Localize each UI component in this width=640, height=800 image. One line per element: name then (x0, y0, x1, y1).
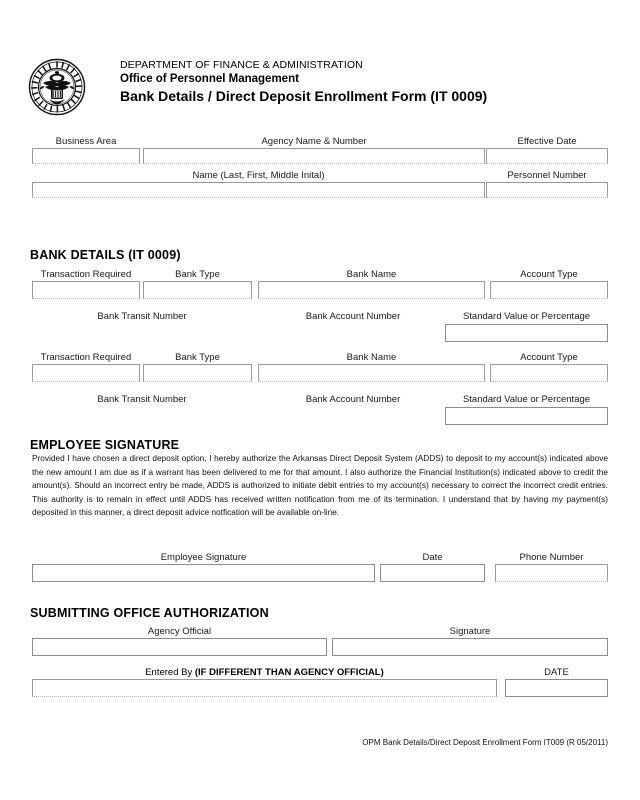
employee-phone-label: Phone Number (519, 552, 584, 563)
department-line: DEPARTMENT OF FINANCE & ADMINISTRATION (120, 59, 363, 71)
bank-name-label-2: Bank Name (346, 352, 397, 363)
account-type-label-2: Account Type (520, 352, 578, 363)
business-area-input[interactable] (32, 148, 140, 164)
standard-value-label-2: Standard Value or Percentage (462, 394, 591, 405)
standard-value-label-1: Standard Value or Percentage (462, 311, 591, 322)
standard-value-input-2[interactable] (445, 407, 608, 425)
submitting-date-label: DATE (544, 667, 569, 678)
arkansas-state-seal-icon (26, 58, 88, 116)
entered-by-label-normal: Entered By (145, 667, 195, 678)
bank-name-input-1[interactable] (258, 281, 485, 299)
employee-date-label: Date (422, 552, 443, 563)
transaction-required-input-2[interactable] (32, 364, 140, 382)
personnel-number-input[interactable] (486, 182, 608, 198)
name-label: Name (Last, First, Middle Inital) (192, 170, 325, 181)
entered-by-input[interactable] (32, 679, 497, 697)
agency-official-input[interactable] (32, 638, 327, 656)
submitting-signature-label: Signature (449, 626, 491, 637)
agency-official-label: Agency Official (147, 626, 212, 637)
submitting-office-heading: SUBMITTING OFFICE AUTHORIZATION (30, 606, 269, 620)
bank-type-label-2: Bank Type (175, 352, 220, 363)
office-line: Office of Personnel Management (120, 73, 299, 85)
form-header (26, 58, 614, 116)
bank-transit-number-label-2: Bank Transit Number (97, 394, 187, 405)
account-type-label-1: Account Type (520, 269, 578, 280)
submitting-signature-input[interactable] (332, 638, 608, 656)
business-area-label: Business Area (55, 136, 117, 147)
bank-transit-number-label-1: Bank Transit Number (97, 311, 187, 322)
employee-signature-input[interactable] (32, 564, 375, 582)
personnel-number-label: Personnel Number (507, 170, 587, 181)
bank-account-number-label-1: Bank Account Number (305, 311, 401, 322)
account-type-input-1[interactable] (490, 281, 608, 299)
name-input[interactable] (32, 182, 485, 198)
agency-name-number-input[interactable] (143, 148, 485, 164)
bank-details-heading: BANK DETAILS (IT 0009) (30, 248, 181, 262)
bank-account-number-label-2: Bank Account Number (305, 394, 401, 405)
header-text-block (120, 58, 620, 106)
entered-by-label (32, 667, 497, 679)
employee-date-input[interactable] (380, 564, 485, 582)
account-type-input-2[interactable] (490, 364, 608, 382)
entered-by-label-bold: (IF DIFFERENT THAN AGENCY OFFICIAL) (194, 667, 384, 678)
effective-date-label: Effective Date (517, 136, 577, 147)
bank-type-label-1: Bank Type (175, 269, 220, 280)
standard-value-input-1[interactable] (445, 324, 608, 342)
transaction-required-label-1: Transaction Required (40, 269, 132, 280)
agency-name-number-label: Agency Name & Number (261, 136, 367, 147)
form-footer: OPM Bank Details/Direct Deposit Enrollment Form IT009 (R 05/2011) (362, 738, 608, 747)
bank-type-input-2[interactable] (143, 364, 252, 382)
employee-signature-heading: EMPLOYEE SIGNATURE (30, 438, 180, 452)
bank-type-input-1[interactable] (143, 281, 252, 299)
submitting-date-input[interactable] (505, 679, 608, 697)
transaction-required-input-1[interactable] (32, 281, 140, 299)
form-title: Bank Details / Direct Deposit Enrollment Form (IT 0009) (120, 88, 488, 104)
bank-name-input-2[interactable] (258, 364, 485, 382)
bank-name-label-1: Bank Name (346, 269, 397, 280)
employee-authorization-paragraph: Provided I have chosen a direct deposit option, I hereby authorize the Arkansas Direct Deposit System (ADDS) to deposit to my account(s) indicated above the new amount I am due as if a warrant has been delivered to me for that amount. I also authorize the Financial Institution(s) indicated above to credit the amount(s). Should an incorrect entry be made, ADDS is authorized to initiate debit entries to my account(s) necessary to correct the incorrect credit entries. This authority is to remain in effect until ADDS has received written notification from me of its termination. I understand that by having my payment(s) deposited in this manner, a direct deposit advice notfication will be available on-line. (32, 453, 608, 518)
transaction-required-label-2: Transaction Required (40, 352, 132, 363)
effective-date-input[interactable] (486, 148, 608, 164)
employee-signature-label: Employee Signature (160, 552, 247, 563)
employee-phone-input[interactable] (495, 564, 608, 582)
